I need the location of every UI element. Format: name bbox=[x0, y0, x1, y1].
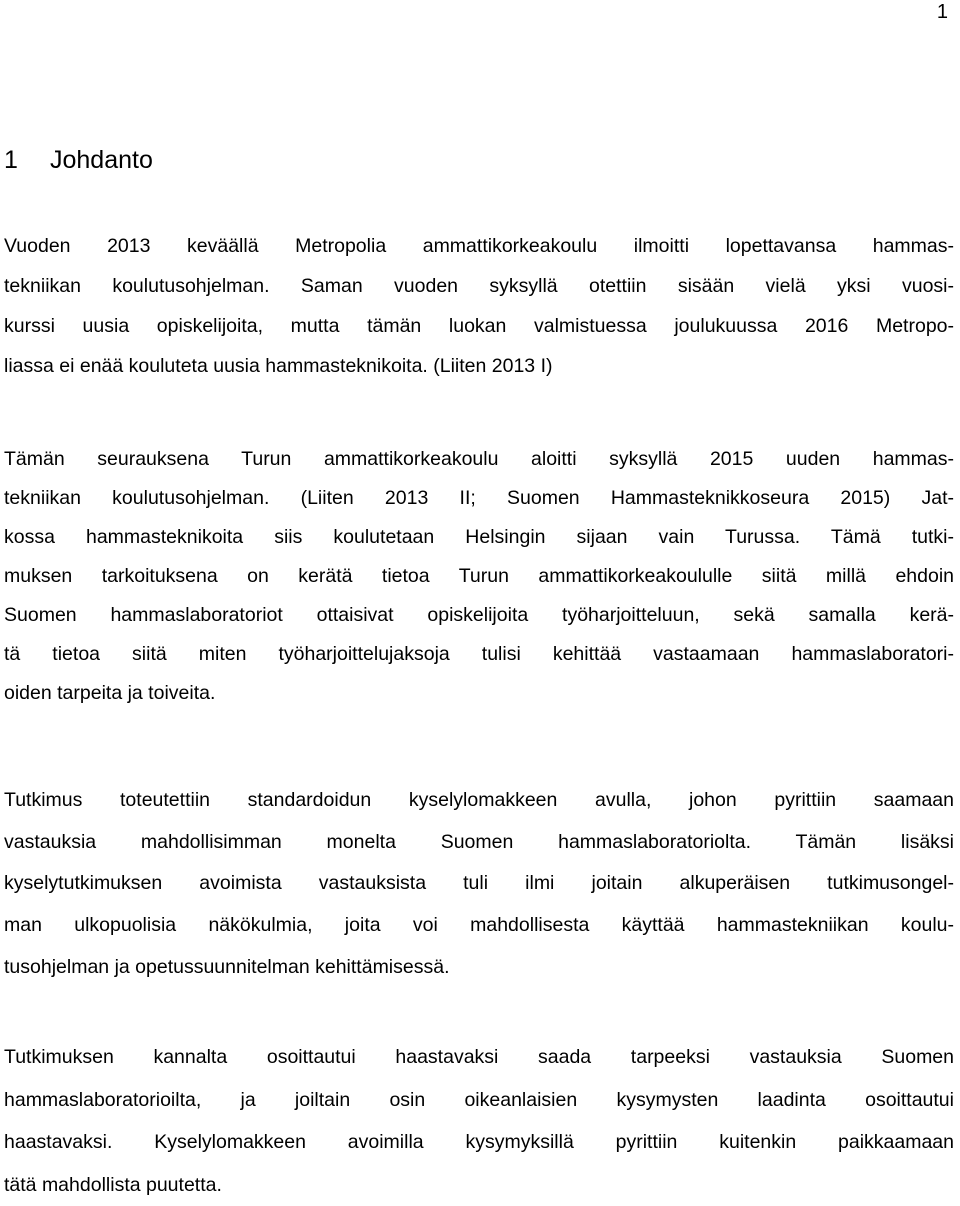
paragraph-line: kyselytutkimuksen avoimista vastauksista tuli ilmi joitain alkuperäisen tutkimusongel- bbox=[4, 863, 954, 905]
paragraph-line: tusohjelman ja opetussuunnitelman kehittämisessä. bbox=[4, 947, 954, 989]
paragraph-line: tekniikan koulutusohjelman. (Liiten 2013 II; Suomen Hammasteknikkoseura 2015) Jat- bbox=[4, 479, 954, 518]
page-number: 1 bbox=[937, 0, 948, 24]
paragraph-line: haastavaksi. Kyselylomakkeen avoimilla kysymyksillä pyrittiin kuitenkin paikkaamaan bbox=[4, 1121, 954, 1164]
paragraph-3 bbox=[4, 780, 954, 988]
section-number: 1 bbox=[4, 144, 50, 176]
paragraph-line: Tutkimuksen kannalta osoittautui haastavaksi saada tarpeeksi vastauksia Suomen bbox=[4, 1036, 954, 1079]
section-title: Johdanto bbox=[50, 146, 153, 174]
paragraph-line: Vuoden 2013 keväällä Metropolia ammattikorkeakoulu ilmoitti lopettavansa hammas- bbox=[4, 226, 954, 266]
paragraph-line: hammaslaboratorioilta, ja joiltain osin oikeanlaisien kysymysten laadinta osoittautui bbox=[4, 1079, 954, 1122]
paragraph-line: man ulkopuolisia näkökulmia, joita voi mahdollisesta käyttää hammastekniikan koulu- bbox=[4, 905, 954, 947]
paragraph-line: vastauksia mahdollisimman monelta Suomen hammaslaboratoriolta. Tämän lisäksi bbox=[4, 822, 954, 864]
paragraph-line: Suomen hammaslaboratoriot ottaisivat opiskelijoita työharjoitteluun, sekä samalla kerä- bbox=[4, 596, 954, 635]
section-heading bbox=[4, 144, 153, 176]
paragraph-line: Tämän seurauksena Turun ammattikorkeakoulu aloitti syksyllä 2015 uuden hammas- bbox=[4, 440, 954, 479]
paragraph-4 bbox=[4, 1036, 954, 1206]
paragraph-2 bbox=[4, 440, 954, 713]
paragraph-line: kossa hammasteknikoita siis koulutetaan Helsingin sijaan vain Turussa. Tämä tutki- bbox=[4, 518, 954, 557]
paragraph-line: liassa ei enää kouluteta uusia hammasteknikoita. (Liiten 2013 I) bbox=[4, 346, 954, 386]
paragraph-line: Tutkimus toteutettiin standardoidun kyselylomakkeen avulla, johon pyrittiin saamaan bbox=[4, 780, 954, 822]
paragraph-line: kurssi uusia opiskelijoita, mutta tämän luokan valmistuessa joulukuussa 2016 Metropo- bbox=[4, 306, 954, 346]
paragraph-1 bbox=[4, 226, 954, 386]
paragraph-line: tätä mahdollista puutetta. bbox=[4, 1164, 954, 1206]
paragraph-line: tekniikan koulutusohjelman. Saman vuoden syksyllä otettiin sisään vielä yksi vuosi- bbox=[4, 266, 954, 306]
paragraph-line: muksen tarkoituksena on kerätä tietoa Turun ammattikorkeakoululle siitä millä ehdoin bbox=[4, 557, 954, 596]
paragraph-line: tä tietoa siitä miten työharjoittelujaksoja tulisi kehittää vastaamaan hammaslaboratori- bbox=[4, 635, 954, 674]
paragraph-line: oiden tarpeita ja toiveita. bbox=[4, 674, 954, 713]
